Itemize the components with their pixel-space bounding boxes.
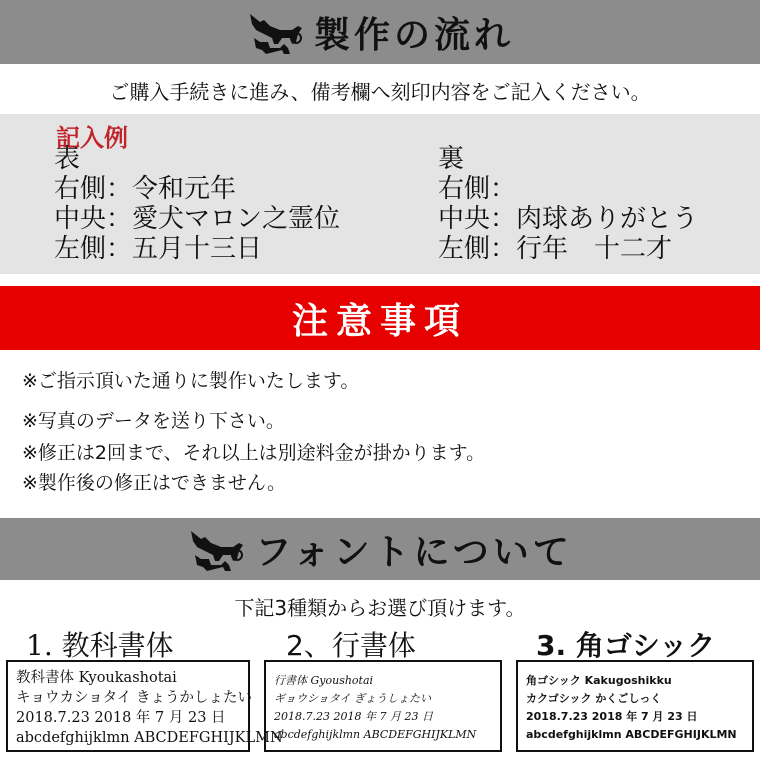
notes-header <box>0 286 760 350</box>
example-back <box>438 144 698 264</box>
sample-line: 行書体 Gyoushotai <box>274 674 374 687</box>
front-left: 左側：五月十三日 <box>54 234 263 264</box>
dog-with-puppy-icon <box>246 8 304 56</box>
process-header <box>0 0 760 64</box>
fonts-subtitle: 下記3種類からお選び頂けます。 <box>234 596 526 620</box>
sample-line: 教科書体 Kyoukashotai <box>16 670 177 686</box>
sample-line: ギョウショタイ ぎょうしょたい <box>274 692 432 705</box>
font-sample-card <box>264 660 502 752</box>
font-option-heading: 2、行書体 <box>286 629 416 662</box>
order-instruction: ご購入手続きに進み、備考欄へ刻印内容をご記入ください。 <box>109 80 651 104</box>
sample-line: 角ゴシック Kakugoshikku <box>526 674 672 687</box>
dog-with-puppy-icon <box>187 525 245 573</box>
font-sample-card <box>516 660 754 752</box>
back-center: 中央：肉球ありがとう <box>438 204 699 234</box>
sample-line: abcdefghijklmn ABCDEFGHIJKLMN <box>526 728 737 741</box>
sample-line: abcdefghijklmn ABCDEFGHIJKLMN <box>16 730 283 746</box>
font-sample-card <box>6 660 283 752</box>
font-option-heading: 1. 教科書体 <box>26 629 174 662</box>
back-left: 左側：行年 十二才 <box>438 234 673 264</box>
font-option-heading: 3. 角ゴシック <box>536 629 716 662</box>
sample-line: キョウカショタイ きょうかしょたい <box>16 690 253 706</box>
notes-title: 注意事項 <box>291 300 468 342</box>
back-right: 右側： <box>438 174 517 204</box>
sample-line: カクゴシック かくごしっく <box>526 692 662 705</box>
sample-line: 2018.7.23 2018 年 7 月 23 日 <box>526 710 698 723</box>
note-item: ※修正は2回まで、それ以上は別途料金が掛かります。 <box>22 442 486 464</box>
process-title: 製作の流れ <box>313 14 514 56</box>
note-item: ※写真のデータを送り下さい。 <box>22 410 285 432</box>
back-heading: 裏 <box>438 144 465 174</box>
front-right: 右側：令和元年 <box>54 174 237 204</box>
sample-line: 2018.7.23 2018 年 7 月 23 日 <box>274 710 433 723</box>
note-item: ※ご指示頂いた通りに製作いたします。 <box>22 370 360 392</box>
example-front <box>54 144 340 264</box>
fonts-header <box>0 518 760 580</box>
front-center: 中央：愛犬マロン之霊位 <box>54 204 341 234</box>
fonts-title: フォントについて <box>255 531 573 573</box>
note-item: ※製作後の修正はできません。 <box>22 472 287 494</box>
sample-line: 2018.7.23 2018 年 7 月 23 日 <box>16 710 226 726</box>
front-heading: 表 <box>54 144 81 174</box>
example-label: 記入例 <box>56 124 128 152</box>
sample-line: abcdefghijklmn ABCDEFGHIJKLMN <box>274 728 477 741</box>
